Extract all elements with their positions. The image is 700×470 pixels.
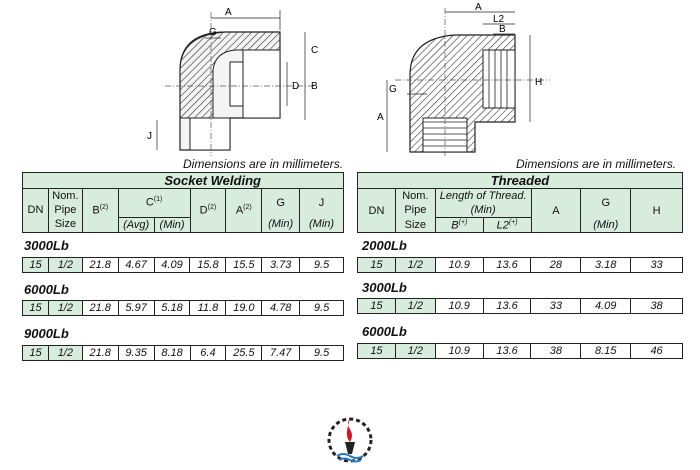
data-cell: 8.18 <box>154 346 190 361</box>
data-cell: 5.18 <box>154 301 190 316</box>
data-cell: 7.47 <box>262 346 300 361</box>
data-cell: 4.78 <box>262 301 300 316</box>
data-cell: 19.0 <box>226 301 262 316</box>
dim-label-d: D <box>292 81 300 92</box>
sw-data-row-1 <box>22 300 344 316</box>
sw-data-row-0 <box>22 257 344 273</box>
data-cell: 1/2 <box>395 258 435 273</box>
th-col-nom-2: Pipe <box>395 203 435 218</box>
data-cell: 38 <box>631 299 683 314</box>
data-cell: 38 <box>531 344 581 359</box>
data-cell: 21.8 <box>82 301 118 316</box>
data-row <box>23 258 344 273</box>
data-cell: 10.9 <box>435 344 483 359</box>
data-cell: 1/2 <box>48 258 82 273</box>
threaded-elbow-drawing <box>375 0 565 158</box>
data-cell: 11.8 <box>190 301 226 316</box>
dim-label-l2: L2 <box>493 14 505 25</box>
data-cell: 9.5 <box>300 301 344 316</box>
data-cell: 33 <box>531 299 581 314</box>
data-cell: 4.67 <box>118 258 154 273</box>
th-class-label-1: 3000Lb <box>362 280 407 295</box>
th-col-l2: L2(+) <box>483 218 531 233</box>
dim-label-a: A <box>225 7 232 18</box>
th-class-label-0: 2000Lb <box>362 238 407 253</box>
sw-col-c-min: (Min) <box>154 217 190 232</box>
data-cell: 15 <box>358 258 396 273</box>
data-cell: 15 <box>23 346 49 361</box>
th-class-label-2: 6000Lb <box>362 324 407 339</box>
data-cell: 10.9 <box>435 258 483 273</box>
data-cell: 21.8 <box>82 346 118 361</box>
data-cell: 4.09 <box>154 258 190 273</box>
company-logo <box>323 410 377 466</box>
sw-col-d: $D^{(2)}$ <box>190 189 226 233</box>
dim-label-g: G <box>209 27 217 38</box>
th-col-g-min: (Min) <box>581 218 631 233</box>
th-data-row-1 <box>357 298 683 314</box>
sw-col-b: $B^{(2)}$ <box>82 189 118 233</box>
th-col-dn: DN <box>358 189 396 233</box>
dim-label-j: J <box>147 131 152 142</box>
sw-col-j: J <box>300 189 344 218</box>
sw-col-nom-2: Pipe <box>48 203 82 217</box>
data-cell: 46 <box>631 344 683 359</box>
socket-weld-title: Socket Welding <box>82 173 343 189</box>
data-cell: 9.35 <box>118 346 154 361</box>
sw-col-nom-3: Size <box>48 217 82 232</box>
sw-col-dn: DN <box>23 189 49 233</box>
dim-label-b-top: B <box>499 24 506 35</box>
data-cell: 9.5 <box>300 346 344 361</box>
data-cell: 10.9 <box>435 299 483 314</box>
th-col-h: H <box>631 189 683 233</box>
data-cell: 3.18 <box>581 258 631 273</box>
data-row <box>23 301 344 316</box>
data-cell: 8.15 <box>581 344 631 359</box>
th-col-a: A <box>531 189 581 233</box>
socket-weld-header-table <box>22 172 344 233</box>
dim-label-b: B <box>311 81 318 92</box>
sw-col-nom-1: Nom. <box>48 189 82 204</box>
dim-label-h: H <box>535 77 543 88</box>
data-cell: 21.8 <box>82 258 118 273</box>
sw-col-a: $A^{(2)}$ <box>226 189 262 233</box>
sw-col-g-min: (Min) <box>262 217 300 232</box>
data-cell: 13.6 <box>483 299 531 314</box>
threaded-title: Threaded <box>358 173 683 189</box>
data-cell: 13.6 <box>483 258 531 273</box>
data-row <box>358 258 683 273</box>
dim-label-a-side: A <box>377 112 384 123</box>
data-cell: 3.73 <box>262 258 300 273</box>
data-row <box>358 344 683 359</box>
th-col-nom-3: Size <box>395 218 435 233</box>
data-row <box>23 346 344 361</box>
data-cell: 25.5 <box>226 346 262 361</box>
data-cell: 15 <box>358 344 396 359</box>
units-caption-right: Dimensions are in millimeters. <box>516 157 677 171</box>
th-col-g: G <box>581 189 631 218</box>
data-cell: 4.09 <box>581 299 631 314</box>
units-caption-left: Dimensions are in millimeters. <box>183 157 344 171</box>
data-cell: 1/2 <box>48 346 82 361</box>
data-cell: 9.5 <box>300 258 344 273</box>
data-cell: 33 <box>631 258 683 273</box>
th-col-length-min: (Min) <box>435 203 531 218</box>
data-row <box>358 299 683 314</box>
data-cell: 15.8 <box>190 258 226 273</box>
data-cell: 1/2 <box>395 344 435 359</box>
dim-label-g-right: G <box>389 84 397 95</box>
sw-col-g: G <box>262 189 300 218</box>
sw-class-label-0: 3000Lb <box>24 238 69 253</box>
data-cell: 1/2 <box>395 299 435 314</box>
data-cell: 13.6 <box>483 344 531 359</box>
threaded-header-table <box>357 172 683 233</box>
sw-data-row-2 <box>22 345 344 361</box>
th-data-row-2 <box>357 343 683 359</box>
data-cell: 15 <box>23 258 49 273</box>
sw-class-label-1: 6000Lb <box>24 282 69 297</box>
th-col-length: Length of Thread. <box>435 189 531 204</box>
th-col-b: B(+) <box>435 218 483 233</box>
dim-label-c: C <box>311 45 319 56</box>
dim-label-a-top: A <box>475 2 482 13</box>
data-cell: 15 <box>358 299 396 314</box>
data-cell: 15 <box>23 301 49 316</box>
th-col-nom-1: Nom. <box>395 189 435 204</box>
sw-col-c: $C^{(1)}$ <box>118 189 190 218</box>
sw-col-c-avg: (Avg) <box>118 217 154 232</box>
data-cell: 1/2 <box>48 301 82 316</box>
sw-class-label-2: 9000Lb <box>24 326 69 341</box>
data-cell: 6.4 <box>190 346 226 361</box>
sw-col-j-min: (Min) <box>300 217 344 232</box>
th-data-row-0 <box>357 257 683 273</box>
data-cell: 28 <box>531 258 581 273</box>
data-cell: 5.97 <box>118 301 154 316</box>
socket-weld-elbow-drawing <box>135 0 335 158</box>
data-cell: 15.5 <box>226 258 262 273</box>
